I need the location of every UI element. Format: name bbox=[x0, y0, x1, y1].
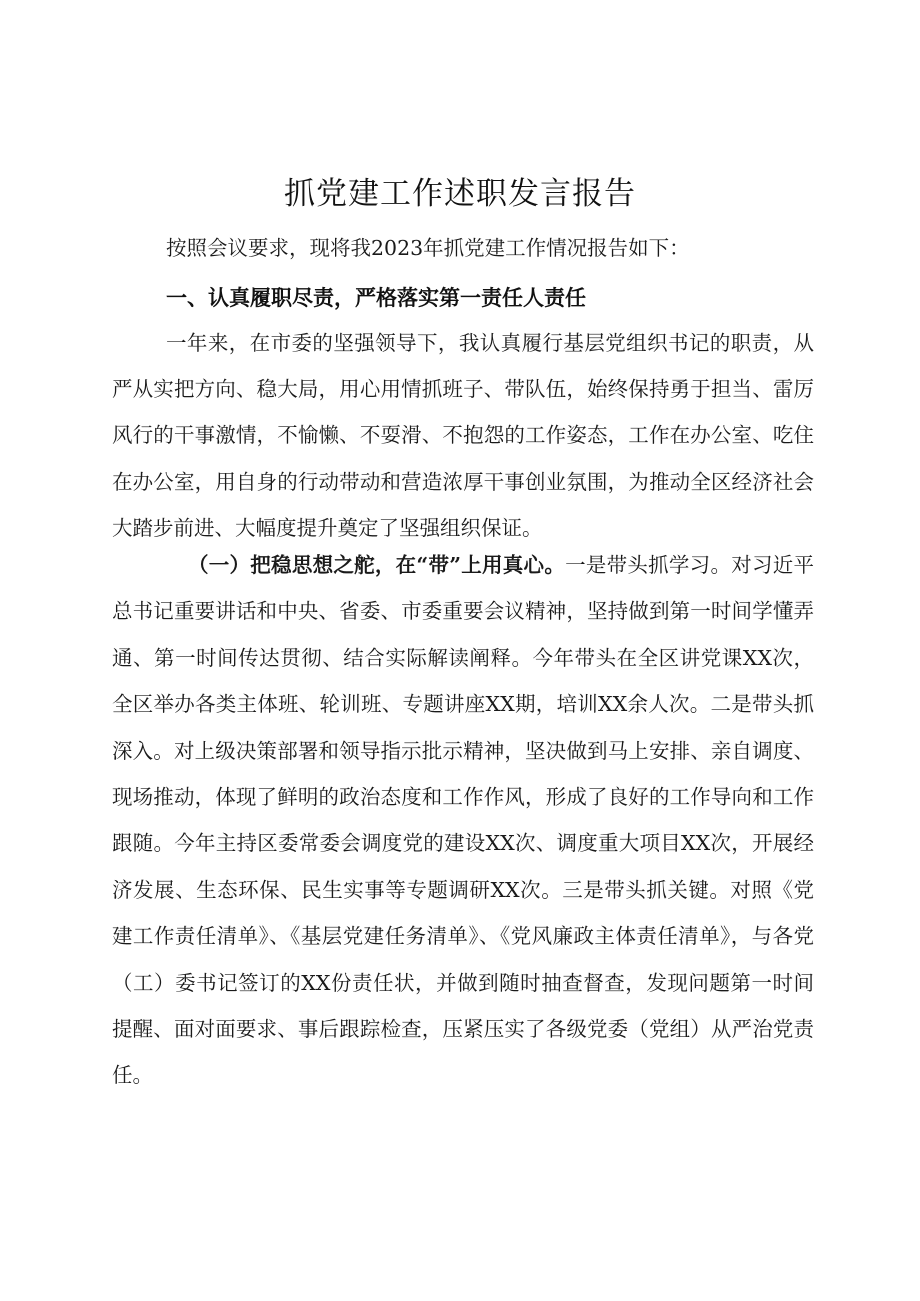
document-title: 抓党建工作述职发言报告 bbox=[284, 176, 636, 212]
intro-paragraph: 按照会议要求，现将我2023年抓党建工作情况报告如下： bbox=[166, 236, 690, 260]
subsection1-paragraph bbox=[112, 542, 814, 1099]
subsection1-text: 一是带头抓学习。对习近平总书记重要讲话和中央、省委、市委重要会议精神，坚持做到第一时间学懂弄通、第一时间传达贯彻、结合实际解读阐释。今年带头在全区讲党课XX次，全区举办各类主体班、轮训班、专题讲座XX期，培训XX余人次。二是带头抓深入。对上级决策部署和领导指示批示精神，坚决做到马上安排、亲自调度、现场推动，体现了鲜明的政治态度和工作作风，形成了良好的工作导向和工作跟随。今年主持区委常委会调度党的建设XX次、调度重大项目XX次，开展经济发展、生态环保、民生实事等专题调研XX次。三是带头抓关键。对照《党建工作责任清单》、《基层党建任务清单》、《党风廉政主体责任清单》，与各党（工）委书记签订的XX份责任状，并做到随时抽查督查，发现问题第一时间提醒、面对面要求、事后跟踪检查，压紧压实了各级党委（党组）从严治党责任。 bbox=[112, 553, 814, 1088]
subsection1-lead: （一）把稳思想之舵，在“带”上用真心。 bbox=[188, 553, 566, 577]
section1-paragraph: 一年来，在市委的坚强领导下，我认真履行基层党组织书记的职责，从严从实把方向、稳大局，用心用情抓班子、带队伍，始终保持勇于担当、雷厉风行的干事激情，不愉懒、不耍滑、不抱怨的工作姿态，工作在办公室、吃住在办公室，用自身的行动带动和营造浓厚干事创业氛围，为推动全区经济社会大踏步前进、大幅度提升奠定了坚强组织保证。 bbox=[112, 331, 814, 540]
section-heading-1: 一、认真履职尽责，严格落实第一责任人责任 bbox=[166, 286, 586, 310]
